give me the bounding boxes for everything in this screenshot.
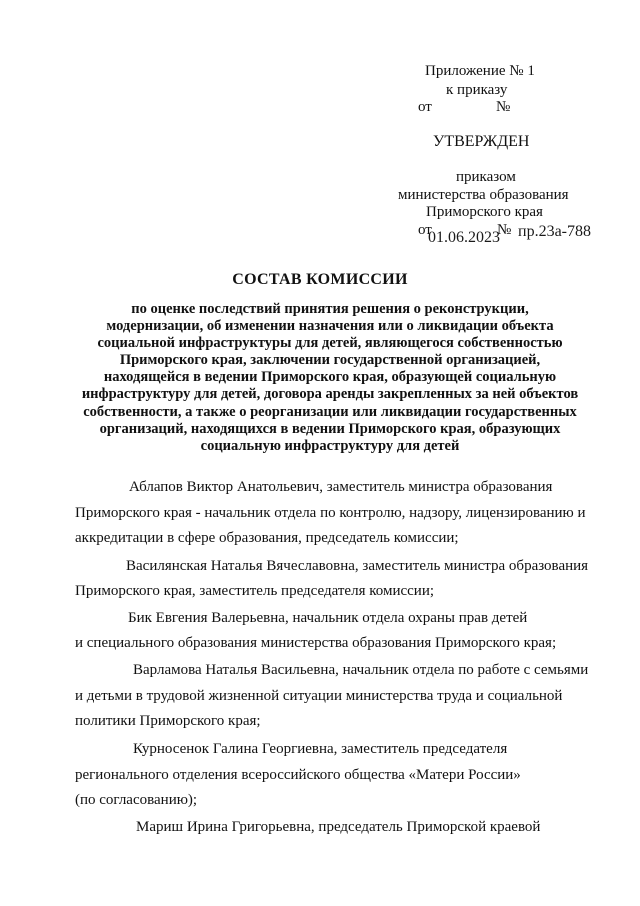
member-line: Приморского края, заместитель председателя комиссии; [75,583,435,599]
member-line: Мариш Ирина Григорьевна, председатель Приморской краевой [136,819,541,835]
approved-label: УТВЕРЖДЕН [433,133,530,150]
subtitle-line: по оценке последствий принятия решения о реконструкции, [131,301,529,317]
signed-number: пр.23а-788 [518,223,591,240]
signed-from-label: от [418,222,432,238]
document-title: СОСТАВ КОМИССИИ [232,271,408,288]
member-line: Василянская Наталья Вячеславовна, заместитель министра образования [126,558,589,574]
member-line: Курносенок Галина Георгиевна, заместитель председателя [133,741,508,757]
subtitle-line: социальной инфраструктуры для детей, являющегося собственностью [97,335,563,352]
member-line: политики Приморского края; [75,713,261,729]
member-line: регионального отделения всероссийского общества «Матери России» [75,767,521,783]
subtitle-line: Приморского края, заключении государственной организацией, [119,352,541,369]
member-line: Бик Евгения Валерьевна, начальник отдела охраны прав детей [128,610,528,626]
subtitle-line: собственности, а также о реорганизации или ликвидации государственных [83,403,577,420]
subtitle-line: модернизации, об изменении назначения или о ликвидации объекта [106,318,554,335]
member-line: Приморского края - начальник отдела по контролю, надзору, лицензированию и [75,505,586,521]
member-line: аккредитации в сфере образования, председатель комиссии; [75,530,459,546]
to-order-label: к приказу [446,82,508,98]
member-line: Варламова Наталья Васильевна, начальник отдела по работе с семьями [133,662,589,678]
subtitle-line: социальную инфраструктуру для детей [200,437,460,454]
member-line: (по согласованию); [75,792,198,808]
region-label: Приморского края [426,204,543,220]
from-label: от [418,99,432,115]
member-line: Аблапов Виктор Анатольевич, заместитель министра образования [129,479,553,495]
subtitle-line: находящейся в ведении Приморского края, образующей социальную [103,369,557,386]
document-subtitle [40,301,620,455]
subtitle-line: организаций, находящихся в ведении Приморского края, образующих [99,420,561,437]
signed-date: 01.06.2023 [428,229,500,246]
subtitle-line: инфраструктуру для детей, договора аренды закрепленных за ней объектов [81,386,579,403]
by-order-label: приказом [456,169,516,185]
ministry-label: министерства образования [398,187,569,203]
appendix-label: Приложение № 1 [425,63,535,79]
number-label: № [496,99,511,115]
member-line: и специального образования министерства образования Приморского края; [75,635,557,651]
member-line: и детьми в трудовой жизненной ситуации министерства труда и социальной [75,688,563,704]
signed-number-label: № [497,222,512,238]
